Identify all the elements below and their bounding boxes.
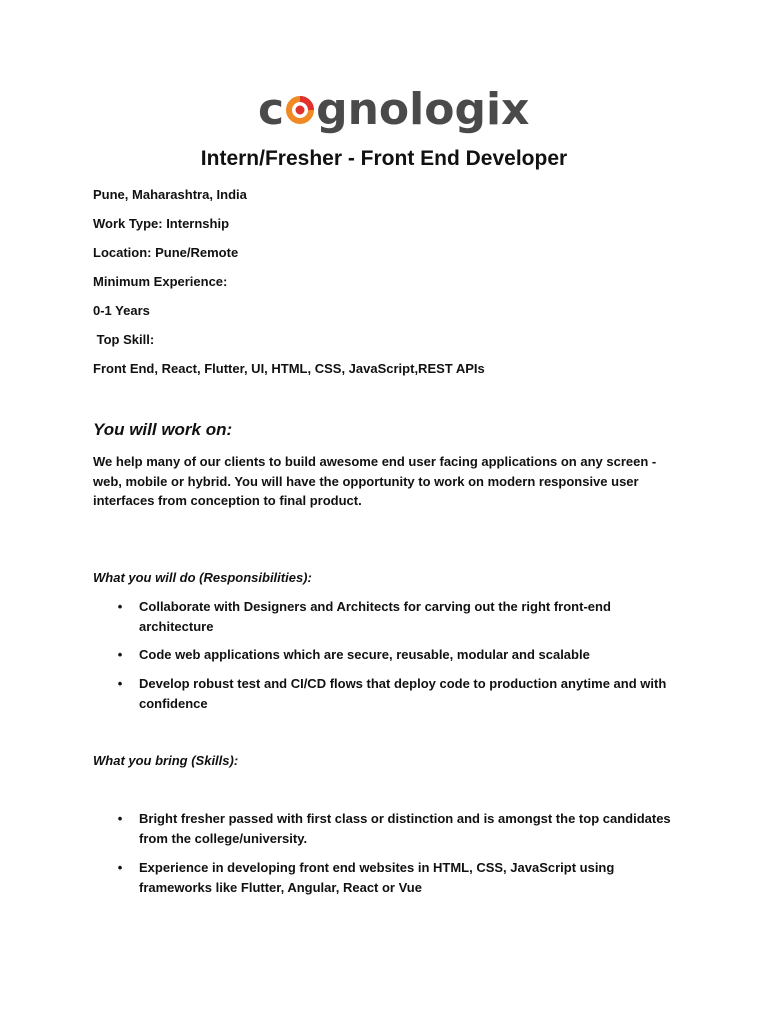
work-on-paragraph: We help many of our clients to build awesome end user facing applications on any screen - web, mobile or hybrid. You will have the opportunity to work on modern responsive user interfaces from conception to final product. — [93, 454, 657, 508]
list-item-text: Bright fresher passed with first class or distinction and is amongst the top candidates from the college/university. — [139, 811, 671, 846]
list-item-text: Develop robust test and CI/CD flows that deploy code to production anytime and with confidence — [139, 676, 667, 711]
bullet-icon: • — [117, 647, 123, 662]
list-item-text: Experience in developing front end websites in HTML, CSS, JavaScript using frameworks like Flutter, Angular, React or Vue — [139, 860, 615, 895]
company-logo — [258, 82, 529, 138]
list-item — [115, 645, 675, 665]
bullet-icon: • — [117, 676, 123, 691]
skills-heading: What you bring (Skills): — [93, 753, 239, 768]
list-item — [115, 809, 675, 848]
job-title: Intern/Fresher - Front End Developer — [200, 147, 568, 170]
responsibilities-heading: What you will do (Responsibilities): — [93, 570, 312, 585]
list-item — [115, 858, 675, 897]
list-item-text: Collaborate with Designers and Architects for carving out the right front-end architecture — [139, 599, 611, 634]
logo-ring-icon — [285, 95, 315, 125]
work-type-line: Work Type: Internship — [93, 216, 230, 231]
bullet-icon: • — [117, 860, 123, 875]
bullet-icon: • — [117, 811, 123, 826]
work-on-heading: You will work on: — [93, 420, 233, 439]
logo-suffix: gnologix — [316, 84, 530, 135]
location-mode-line: Location: Pune/Remote — [93, 245, 239, 260]
min-experience-label: Minimum Experience: — [93, 274, 228, 289]
skills-list-line: Front End, React, Flutter, UI, HTML, CSS, JavaScript,REST APIs — [93, 361, 485, 376]
location-line: Pune, Maharashtra, India — [93, 187, 247, 202]
list-item — [115, 674, 675, 713]
list-item — [115, 597, 675, 636]
bullet-icon: • — [117, 599, 123, 614]
list-item-text: Code web applications which are secure, reusable, modular and scalable — [139, 647, 590, 662]
logo-prefix: c — [258, 84, 285, 135]
experience-value: 0-1 Years — [93, 303, 150, 318]
top-skill-label: Top Skill: — [93, 332, 155, 347]
